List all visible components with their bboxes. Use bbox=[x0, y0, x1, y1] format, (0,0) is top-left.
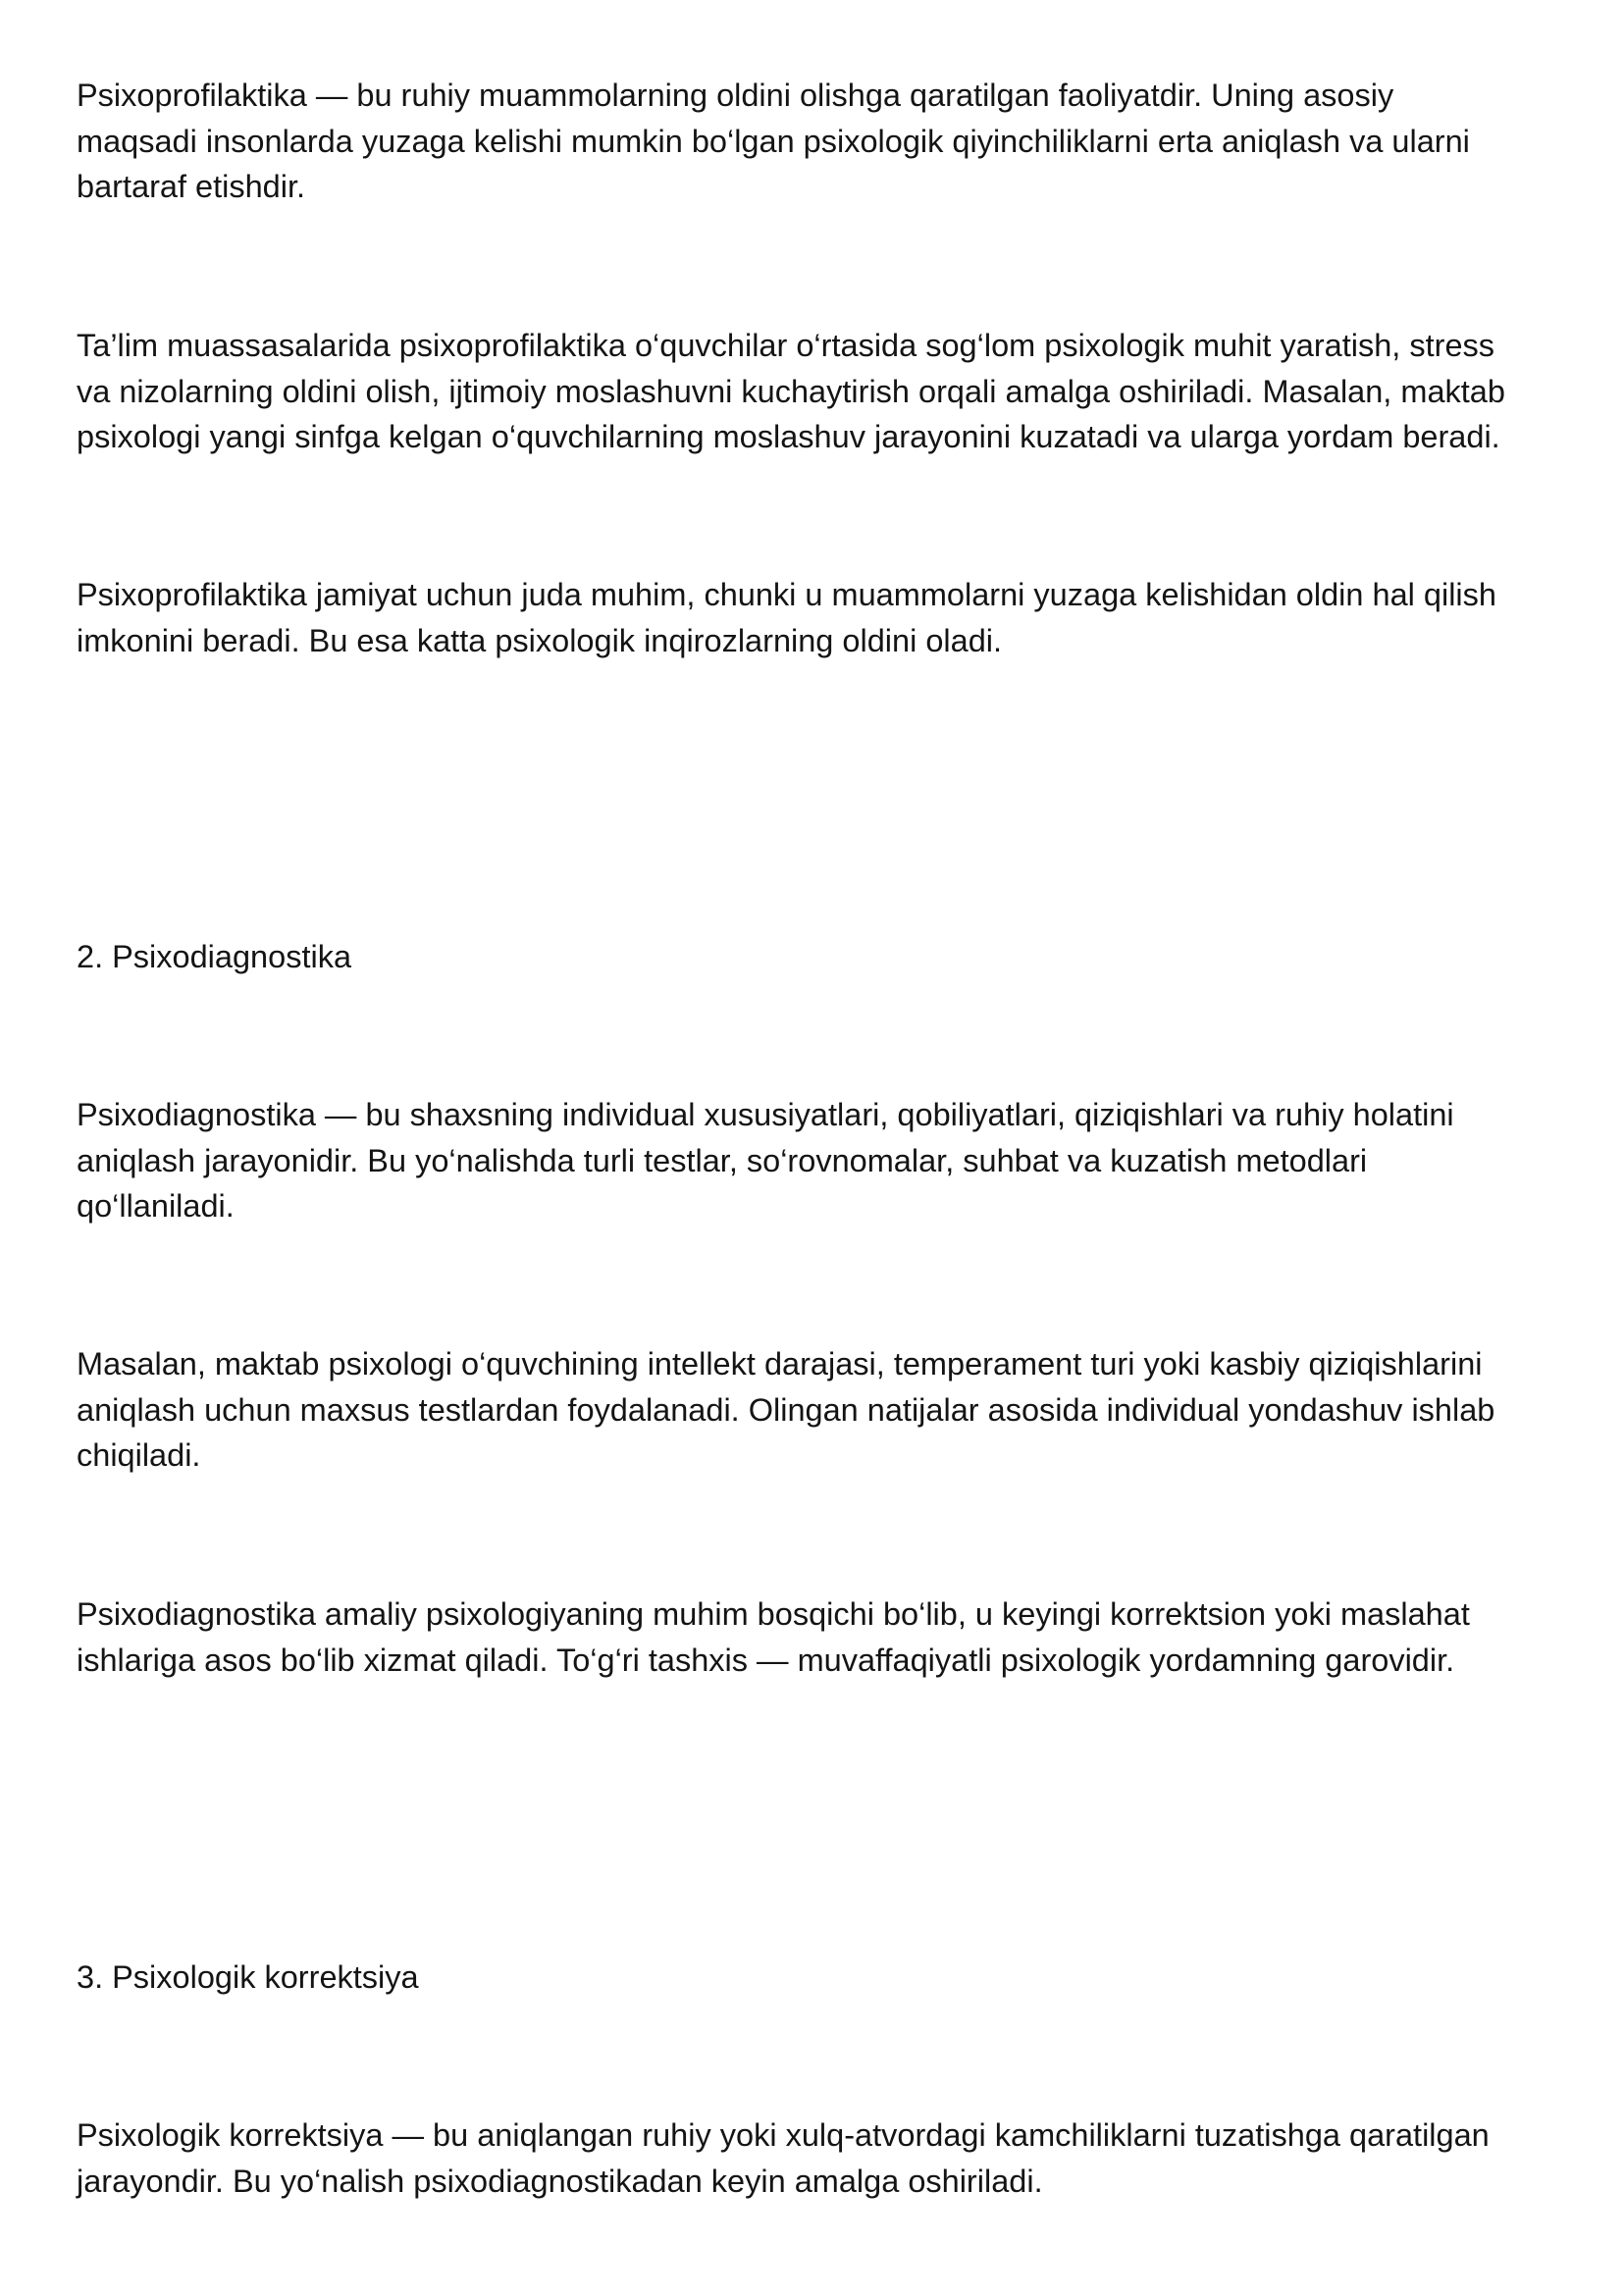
text-line: va nizolarning oldini olish, ijtimoiy moslashuvni kuchaytirish orqali amalga oshiriladi. Masalan, maktab bbox=[77, 373, 1505, 409]
paragraph-psixologik-korrektsiya-definition bbox=[77, 2112, 1568, 2204]
paragraph-psixoprofilaktika-importance bbox=[77, 572, 1568, 663]
text-line: chiqiladi. bbox=[77, 1437, 201, 1473]
text-line: Psixoprofilaktika jamiyat uchun juda muhim, chunki u muammolarni yuzaga kelishidan oldin hal qilish bbox=[77, 577, 1496, 612]
text-line: Psixodiagnostika amaliy psixologiyaning muhim bosqichi bo‘lib, u keyingi korrektsion yoki maslahat bbox=[77, 1596, 1470, 1632]
paragraph-psixodiagnostika-definition bbox=[77, 1092, 1568, 1229]
paragraph-psixoprofilaktika-education bbox=[77, 323, 1568, 460]
text-line: aniqlash uchun maxsus testlardan foydalanadi. Olingan natijalar asosida individual yondashuv ishlab bbox=[77, 1391, 1495, 1428]
text-line: ishlariga asos bo‘lib xizmat qiladi. To‘g‘ri tashxis — muvaffaqiyatli psixologik yordamning garovidir. bbox=[77, 1642, 1455, 1678]
heading-text: 3. Psixologik korrektsiya bbox=[77, 1959, 419, 1995]
text-line: qo‘llaniladi. bbox=[77, 1188, 235, 1224]
text-line: aniqlash jarayonidir. Bu yo‘nalishda turli testlar, so‘rovnomalar, suhbat va kuzatish metodlari bbox=[77, 1142, 1368, 1178]
text-line: Psixoprofilaktika — bu ruhiy muammolarning oldini olishga qaratilgan faoliyatdir. Uning asosiy bbox=[77, 78, 1394, 113]
section-heading-psixodiagnostika bbox=[77, 934, 1568, 980]
section-heading-psixologik-korrektsiya bbox=[77, 1955, 1568, 2001]
text-line: maqsadi insonlarda yuzaga kelishi mumkin bo‘lgan psixologik qiyinchiliklarni erta aniqlash va ularni bbox=[77, 123, 1470, 159]
text-line: Psixologik korrektsiya — bu aniqlangan ruhiy yoki xulq-atvordagi kamchiliklarni tuzatishga qaratilgan bbox=[77, 2117, 1490, 2153]
heading-text: 2. Psixodiagnostika bbox=[77, 939, 352, 974]
paragraph-psixodiagnostika-importance bbox=[77, 1591, 1568, 1683]
text-line: imkonini beradi. Bu esa katta psixologik inqirozlarning oldini oladi. bbox=[77, 622, 1003, 658]
text-line: bartaraf etishdir. bbox=[77, 169, 306, 204]
paragraph-psixoprofilaktika-definition bbox=[77, 73, 1568, 210]
text-line: Ta’lim muassasalarida psixoprofilaktika o‘quvchilar o‘rtasida sog‘lom psixologik muhit yaratish, stress bbox=[77, 328, 1495, 363]
text-line: Psixodiagnostika — bu shaxsning individual xususiyatlari, qobiliyatlari, qiziqishlari va ruhiy holatini bbox=[77, 1097, 1454, 1132]
paragraph-psixodiagnostika-example bbox=[77, 1341, 1568, 1479]
text-line: jarayondir. Bu yo‘nalish psixodiagnostikadan keyin amalga oshiriladi. bbox=[77, 2163, 1043, 2199]
text-line: psixologi yangi sinfga kelgan o‘quvchilarning moslashuv jarayonini kuzatadi va ularga yordam beradi. bbox=[77, 419, 1500, 454]
text-line: Masalan, maktab psixologi o‘quvchining intellekt darajasi, temperament turi yoki kasbiy qiziqishlarini bbox=[77, 1346, 1483, 1382]
